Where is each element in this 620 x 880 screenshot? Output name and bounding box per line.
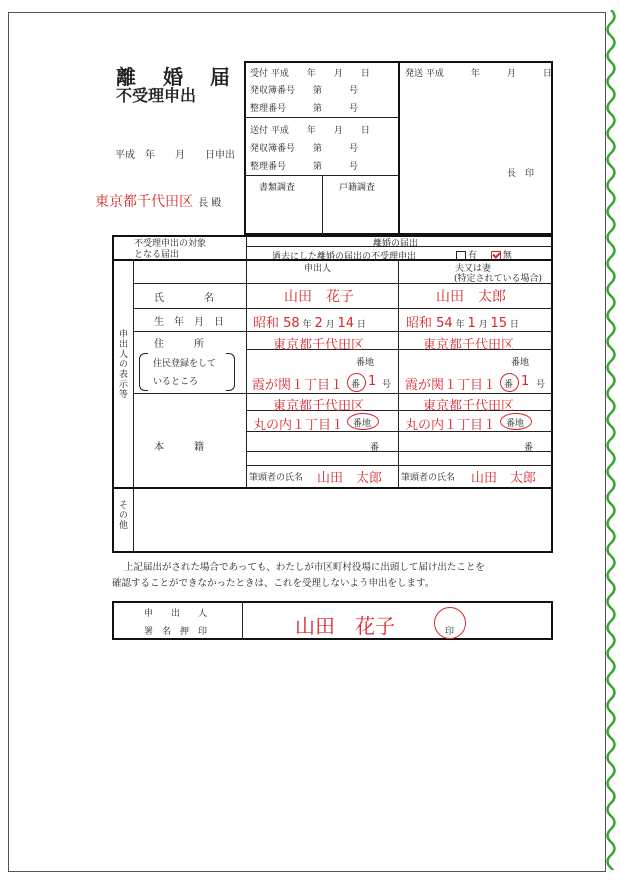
spouse-banchi-label: 番地 <box>511 358 530 368</box>
signature-name: 山田 花子 <box>295 614 395 638</box>
birth-label: 生 年 月 日 <box>154 317 224 328</box>
applicant-banchi-label: 番地 <box>356 358 375 368</box>
spouse-banchi-circled: 番地 <box>506 419 525 429</box>
address-label: 住 所 <box>154 339 204 350</box>
spouse-address-street: 霞が関１丁目１ <box>405 378 497 393</box>
spouse-address-city: 東京都千代田区 <box>423 338 515 353</box>
spouse-honseki-street: 丸の内１丁目１ <box>405 418 497 433</box>
form-subtitle: 不受理申出 <box>116 86 197 105</box>
form-page <box>8 12 606 872</box>
date-line: 平成 年 月 日申出 <box>115 150 235 161</box>
cho-in: 長 印 <box>507 169 535 179</box>
applicant-address-street: 霞が関１丁目１ <box>252 378 344 393</box>
addressee-suffix: 長 殿 <box>198 198 222 209</box>
applicant-banchi-circled: 番地 <box>353 419 372 429</box>
applicant-name: 山田 花子 <box>284 289 354 305</box>
target-value: 離婚の届出 <box>373 239 419 249</box>
signature-label-2: 署 名 押 印 <box>144 627 208 637</box>
target-label-1: 不受理申出の対象 <box>134 239 207 249</box>
seiri-line-2: 整理番号 第 号 <box>250 162 359 172</box>
name-label: 氏 名 <box>154 293 214 304</box>
applicant-honseki-street: 丸の内１丁目１ <box>253 418 345 433</box>
past-question: 過去にした離婚の届出の不受理申出 <box>272 252 417 262</box>
target-label-2: となる届出 <box>134 250 180 260</box>
applicant-birth: 昭和 58 年 2 月 14 日 <box>253 316 366 331</box>
spouse-head-name: 山田 太郎 <box>471 471 537 486</box>
seiri-line-1: 整理番号 第 号 <box>250 104 359 114</box>
statement-line-2: 確認することができなかったときは、これを受理しないよう申出をします。 <box>112 578 435 589</box>
spouse-head-label: 筆頭者の氏名 <box>401 473 456 483</box>
signature-label-1: 申 出 人 <box>144 609 208 619</box>
applicant-head-label: 筆頭者の氏名 <box>249 473 304 483</box>
hakko-line-2: 発収簿番号 第 号 <box>250 144 359 154</box>
spouse-honseki-city: 東京都千代田区 <box>423 399 515 414</box>
hakko-line-1: 発収簿番号 第 号 <box>250 86 359 96</box>
spouse-go-label: 号 <box>536 380 546 390</box>
applicant-address-city: 東京都千代田区 <box>273 338 365 353</box>
col-spouse-note: (特定されている場合) <box>454 274 543 284</box>
form-title: 離 婚 届 <box>116 65 240 89</box>
applicant-ban-circled: 番 <box>351 380 361 390</box>
honseki-label: 本 籍 <box>154 442 204 453</box>
shorui-chosa: 書類調査 <box>259 183 296 193</box>
koseki-chosa: 戸籍調査 <box>339 183 376 193</box>
applicant-ban-label: 番 <box>370 443 380 453</box>
other-label: その他 <box>117 500 127 530</box>
spouse-address-go-num: 1 <box>521 374 530 389</box>
applicant-head-name: 山田 太郎 <box>317 471 383 486</box>
col-applicant: 申出人 <box>304 264 332 274</box>
col-spouse: 夫又は妻 <box>455 264 492 274</box>
address-note: 住民登録をして いるところ <box>139 353 235 389</box>
spouse-name: 山田 太郎 <box>436 289 506 305</box>
statement-line-1: 上記届出がされた場合であっても、わたしが市区町村役場に出頭して届け出たことを <box>124 562 485 573</box>
uketsuke-line: 受付 平成 年 月 日 <box>250 69 370 79</box>
addressee-city: 東京都千代田区 <box>95 194 193 210</box>
spouse-ban-label: 番 <box>524 443 534 453</box>
side-label: 申出人の表示等 <box>117 329 127 399</box>
past-options: 有 無 <box>454 248 512 261</box>
addressee <box>95 191 221 211</box>
perforated-edge-decoration <box>604 10 618 870</box>
spouse-ban-circled: 番 <box>504 380 514 390</box>
spouse-birth: 昭和 54 年 1 月 15 日 <box>406 316 519 331</box>
hasso-line: 発送 平成 年 月 日 <box>405 69 552 79</box>
sofu-line: 送付 平成 年 月 日 <box>250 126 370 136</box>
applicant-honseki-city: 東京都千代田区 <box>273 399 365 414</box>
applicant-address-go-num: 1 <box>368 374 377 389</box>
seal-label: 印 <box>445 627 455 637</box>
applicant-go-label: 号 <box>382 380 392 390</box>
